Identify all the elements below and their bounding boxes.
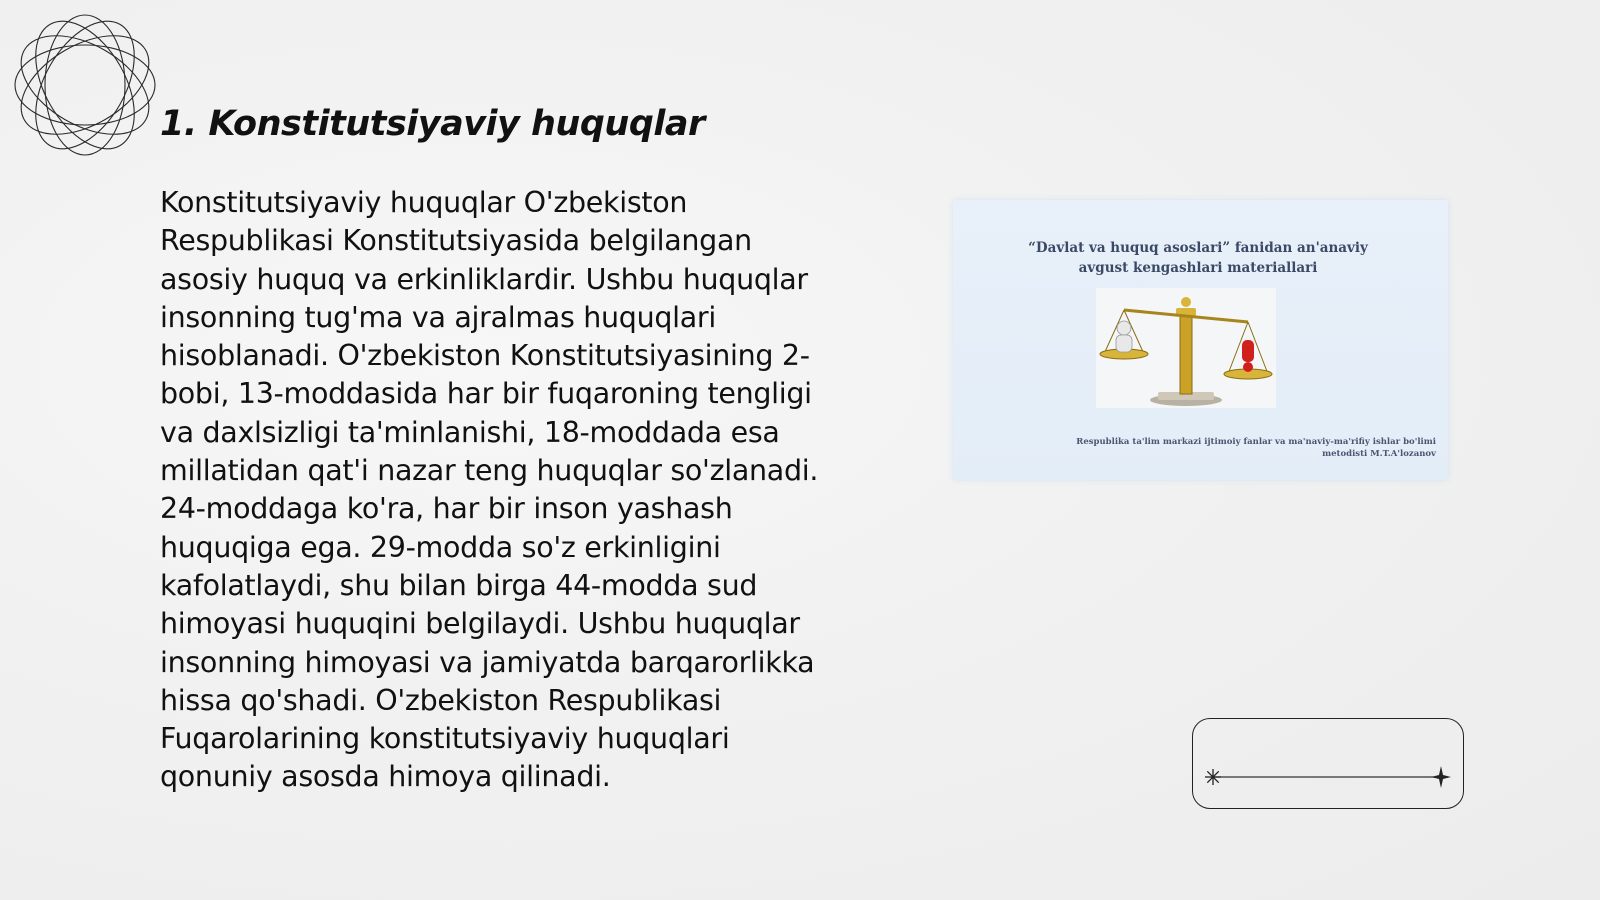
illustration-heading-line-2: avgust kengashlari materiallari	[1078, 260, 1318, 276]
slide-body-text: Konstitutsiyaviy huquqlar O'zbekiston Respublikasi Konstitutsiyasida belgilangan asosiy huquq va erkinliklardir. Ushbu huquqlar insonning tug'ma va ajralmas huquqlari hisoblanadi. O'zbekiston Konstitutsiyasining 2-bobi, 13-moddasida har bir fuqaroning tengligi va daxlsizligi ta'minlanishi, 18-moddada esa millatidan qat'i nazar teng huquqlar so'zlanadi. 24-moddaga ko'ra, har bir inson yashash huquqiga ega. 29-modda so'z erkinligini kafolatlaydi, shu bilan birga 44-modda sud himoyasi huquqini belgilaydi. Ushbu huquqlar insonning himoyasi va jamiyatda barqarorlikka hissa qo'shadi. O'zbekiston Respublikasi Fuqarolarining konstitutsiyaviy huquqlari qonuniy asosda himoya qilinadi.	[160, 186, 819, 794]
spirograph-ornament-icon	[10, 10, 160, 160]
scales-of-justice-icon	[1096, 288, 1276, 408]
illustration-heading-line-1: “Davlat va huquq asoslari” fanidan an'anaviy	[1028, 240, 1368, 256]
slide-title: 1. Konstitutsiyaviy huquqlar	[160, 104, 705, 144]
illustration-credit-line-1: Respublika ta'lim markazi ijtimoiy fanlar va ma'naviy-ma'rifiy ishlar bo'limi	[1076, 437, 1436, 447]
illustration-heading	[993, 238, 1403, 278]
starburst-icon	[1205, 769, 1221, 785]
navigation-track	[1201, 765, 1451, 789]
illustration-image	[953, 200, 1448, 480]
sparkle-icon	[1431, 766, 1451, 788]
slide-navigation-decoration	[1192, 718, 1464, 809]
illustration-credit-line-2: metodisti M.T.A'lozanov	[1322, 449, 1436, 459]
illustration-credit	[1056, 436, 1436, 460]
